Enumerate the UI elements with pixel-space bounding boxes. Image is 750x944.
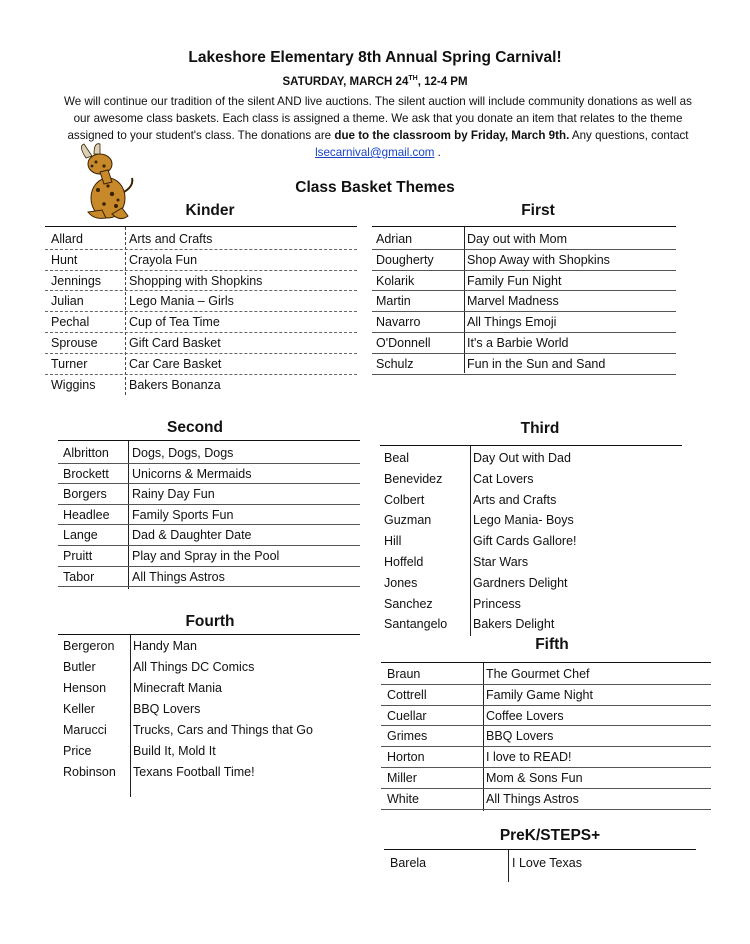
teacher-name: Hunt (51, 252, 78, 267)
kinder-row-rule (45, 249, 357, 250)
teacher-name: Kolarik (376, 273, 415, 288)
teacher-name: Navarro (376, 315, 421, 330)
basket-theme: Build It, Mold It (133, 744, 216, 758)
basket-theme: Lego Mania- Boys (473, 513, 574, 528)
teacher-name: Dougherty (376, 252, 434, 267)
teacher-name: Jones (384, 575, 418, 590)
basket-theme: Minecraft Mania (133, 681, 222, 695)
intro-deadline: due to the classroom by Friday, March 9th. (334, 129, 570, 142)
first-row-rule (372, 290, 676, 291)
prek-table (384, 849, 696, 882)
teacher-name: Barela (390, 856, 427, 870)
teacher-name: O'Donnell (376, 336, 431, 350)
teacher-name: Pechal (51, 315, 90, 330)
fourth-heading: Fourth (185, 613, 235, 630)
fourth-table-row (58, 744, 360, 765)
teacher-name: Braun (387, 667, 421, 681)
teacher-name: Beal (384, 451, 410, 465)
teacher-name: Keller (63, 702, 95, 716)
basket-theme: Coffee Lovers (486, 708, 564, 723)
basket-theme: Gift Card Basket (129, 336, 221, 350)
second-row-rule (58, 524, 360, 525)
teacher-name: Butler (63, 660, 96, 674)
teacher-name: Tabor (63, 569, 95, 584)
teacher-name: Colbert (384, 492, 425, 507)
teacher-name: Jennings (51, 273, 102, 288)
basket-theme: Shop Away with Shopkins (467, 252, 610, 267)
fifth-row-rule (381, 684, 711, 685)
teacher-name: Martin (376, 294, 411, 309)
cartoon-dog-illustration (72, 142, 140, 222)
teacher-name: Adrian (376, 232, 413, 246)
page-title: Lakeshore Elementary 8th Annual Spring Carnival! (188, 49, 562, 66)
teacher-name: Hill (384, 534, 402, 549)
date-superscript: TH (408, 75, 418, 82)
basket-theme: Arts and Crafts (129, 232, 213, 246)
second-row-rule (58, 586, 360, 587)
kinder-table (45, 226, 357, 395)
second-heading: Second (167, 419, 223, 436)
second-table (58, 440, 360, 589)
teacher-name: Turner (51, 356, 88, 371)
teacher-name: Guzman (384, 513, 432, 528)
teacher-name: Grimes (387, 729, 428, 744)
teacher-name: White (387, 791, 419, 806)
basket-theme: Dogs, Dogs, Dogs (132, 446, 234, 460)
basket-theme: It's a Barbie World (467, 336, 569, 350)
first-row-rule (372, 353, 676, 354)
intro-text-2: Any questions, contact (569, 129, 689, 142)
basket-theme: Texans Football Time! (133, 765, 255, 779)
teacher-name: Sprouse (51, 336, 98, 350)
kinder-row-rule (45, 332, 357, 333)
kinder-row-rule (45, 290, 357, 291)
teacher-name: Price (63, 744, 92, 758)
basket-theme: Dad & Daughter Date (132, 528, 252, 543)
fifth-row-rule (381, 767, 711, 768)
kinder-table-row (45, 378, 357, 399)
basket-theme: Gift Cards Gallore! (473, 534, 577, 549)
teacher-name: Pruitt (63, 549, 93, 563)
basket-theme: Marvel Madness (467, 294, 559, 309)
basket-theme: Rainy Day Fun (132, 487, 215, 502)
teacher-name: Headlee (63, 507, 110, 522)
basket-theme: I Love Texas (512, 856, 582, 870)
basket-theme: Princess (473, 596, 521, 611)
basket-theme: Cup of Tea Time (129, 315, 220, 330)
third-table-row (380, 472, 682, 493)
basket-theme: Gardners Delight (473, 575, 568, 590)
prek-table-row (384, 856, 696, 877)
kinder-row-rule (45, 374, 357, 375)
third-table-row (380, 493, 682, 514)
teacher-name: Sanchez (384, 596, 433, 611)
fourth-table-row (58, 702, 360, 723)
first-heading: First (521, 202, 555, 219)
first-row-rule (372, 270, 676, 271)
basket-theme: Cat Lovers (473, 471, 534, 486)
teacher-name: Brockett (63, 466, 109, 481)
basket-theme: Car Care Basket (129, 356, 222, 371)
fifth-row-rule (381, 725, 711, 726)
basket-theme: Mom & Sons Fun (486, 771, 583, 785)
basket-theme: All Things Astros (486, 791, 579, 806)
event-date (0, 75, 750, 88)
basket-theme: BBQ Lovers (133, 702, 201, 716)
basket-theme: Lego Mania – Girls (129, 294, 234, 309)
third-table-row (380, 534, 682, 555)
kinder-row-rule (45, 353, 357, 354)
teacher-name: Bergeron (63, 639, 115, 653)
basket-theme: Fun in the Sun and Sand (467, 356, 606, 371)
first-row-rule (372, 374, 676, 375)
fourth-table (58, 634, 360, 797)
basket-theme: All Things Emoji (467, 315, 557, 330)
fifth-row-rule (381, 705, 711, 706)
basket-theme: Family Fun Night (467, 273, 562, 288)
intro-text-1: We will continue our tradition of the silent AND live auctions. The silent auction will include community donations as well as our awesome class baskets. Each class is assigned a theme. We ask that you donate an item that relates to the theme assigned to your student's class. The donations are (64, 95, 692, 142)
teacher-name: Cuellar (387, 708, 427, 723)
fourth-table-row (58, 723, 360, 744)
basket-theme: I love to READ! (486, 750, 572, 765)
basket-theme: Play and Spray in the Pool (132, 549, 280, 563)
basket-theme: Shopping with Shopkins (129, 273, 263, 288)
teacher-name: Lange (63, 528, 98, 543)
teacher-name: Schulz (376, 356, 414, 371)
prek-heading: PreK/STEPS+ (499, 827, 601, 844)
themes-heading: Class Basket Themes (295, 179, 455, 196)
basket-theme: Arts and Crafts (473, 492, 557, 507)
fourth-table-row (58, 681, 360, 702)
teacher-name: Horton (387, 750, 425, 765)
fifth-row-rule (381, 809, 711, 810)
teacher-name: Henson (63, 681, 107, 695)
basket-theme: All Things DC Comics (133, 660, 255, 674)
basket-theme: Day Out with Dad (473, 451, 571, 465)
fifth-row-rule (381, 788, 711, 789)
kinder-row-rule (45, 311, 357, 312)
second-row-rule (58, 566, 360, 567)
basket-theme: Star Wars (473, 555, 529, 569)
teacher-name: Julian (51, 294, 84, 309)
basket-theme: Handy Man (133, 639, 197, 653)
kinder-row-rule (45, 270, 357, 271)
teacher-name: Santangelo (384, 617, 448, 632)
basket-theme: Family Game Night (486, 687, 593, 702)
third-table-row (380, 451, 682, 472)
date-prefix: SATURDAY, MARCH 24 (282, 75, 409, 88)
teacher-name: Marucci (63, 723, 107, 737)
date-suffix: , 12-4 PM (417, 75, 468, 88)
kinder-heading: Kinder (185, 202, 235, 219)
first-row-rule (372, 249, 676, 250)
intro-text-end: . (434, 146, 441, 159)
teacher-name: Cottrell (387, 687, 427, 702)
fifth-row-rule (381, 746, 711, 747)
teacher-name: Borgers (63, 487, 107, 502)
basket-theme: All Things Astros (132, 569, 225, 584)
teacher-name: Benevidez (384, 471, 443, 486)
teacher-name: Albritton (63, 446, 109, 460)
second-row-rule (58, 545, 360, 546)
teacher-name: Robinson (63, 765, 116, 779)
third-table (380, 445, 682, 636)
basket-theme: Day out with Mom (467, 232, 568, 246)
fourth-table-row (58, 765, 360, 786)
basket-theme: The Gourmet Chef (486, 667, 590, 681)
intro-paragraph (58, 93, 698, 161)
teacher-name: Wiggins (51, 377, 96, 392)
basket-theme: Bakers Bonanza (129, 377, 221, 392)
teacher-name: Miller (387, 771, 417, 785)
basket-theme: Crayola Fun (129, 252, 198, 267)
fourth-table-row (58, 660, 360, 681)
first-row-rule (372, 332, 676, 333)
basket-theme: Bakers Delight (473, 617, 555, 632)
second-row-rule (58, 463, 360, 464)
basket-theme: Unicorns & Mermaids (132, 466, 252, 481)
fifth-table (381, 662, 711, 811)
third-table-row (380, 555, 682, 576)
first-row-rule (372, 311, 676, 312)
basket-theme: Family Sports Fun (132, 507, 234, 522)
third-heading: Third (520, 420, 560, 437)
contact-email-link[interactable]: lsecarnival@gmail.com (315, 146, 435, 159)
third-table-row (380, 576, 682, 597)
second-row-rule (58, 483, 360, 484)
teacher-name: Allard (51, 232, 83, 246)
first-table (372, 226, 676, 373)
teacher-name: Hoffeld (384, 555, 424, 569)
basket-theme: Trucks, Cars and Things that Go (133, 723, 313, 737)
third-table-row (380, 597, 682, 618)
fifth-heading: Fifth (535, 636, 569, 653)
basket-theme: BBQ Lovers (486, 729, 554, 744)
second-row-rule (58, 504, 360, 505)
third-table-row (380, 513, 682, 534)
fourth-table-row (58, 639, 360, 660)
